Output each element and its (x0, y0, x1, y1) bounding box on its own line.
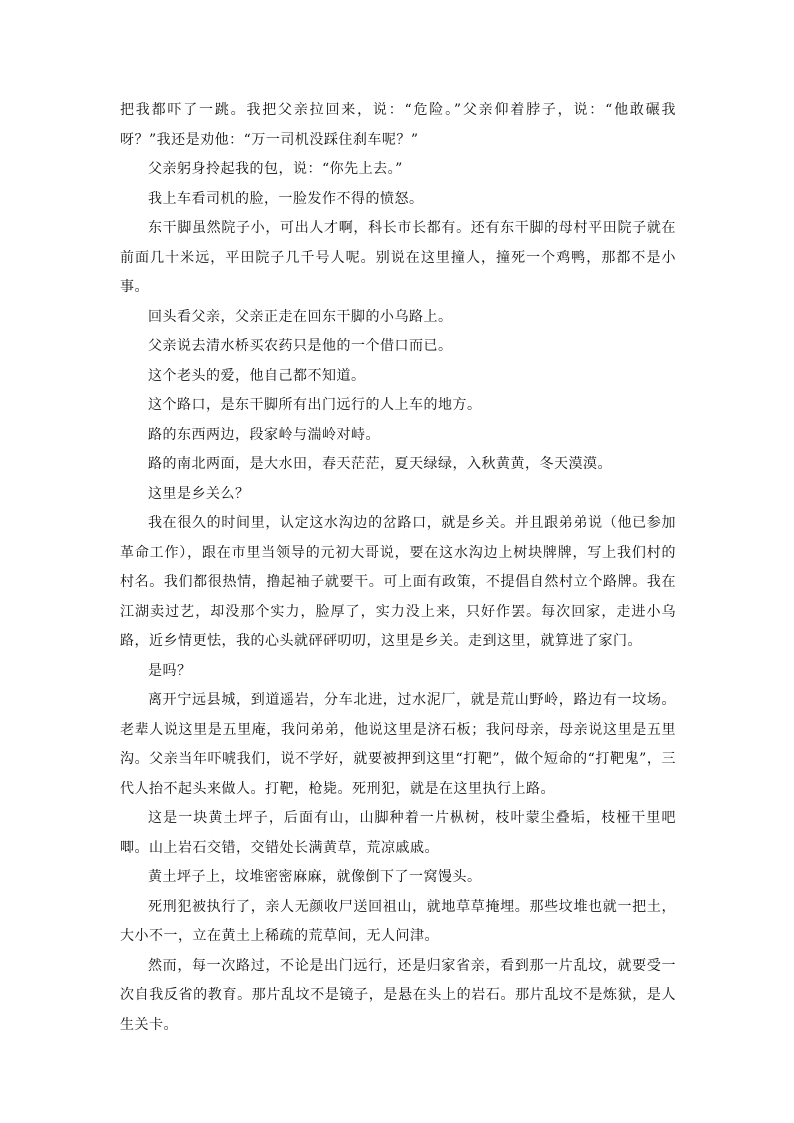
paragraph: 父亲躬身拎起我的包，说：“你先上去。” (148, 161, 403, 177)
article-body (120, 96, 676, 1040)
paragraph: 黄土坪子上，坟堆密密麻麻，就像倒下了一窝馒头。 (148, 869, 482, 885)
paragraph: 这是一块黄土坪子，后面有山，山脚种着一片枞树，枝叶蒙尘叠垢，枝桠干里吧唧。山上岩石交错，交错处长满黄草，荒凉戚戚。 (120, 810, 676, 856)
paragraph: 这个老头的爱，他自己都不知道。 (148, 367, 366, 384)
paragraph: 我在很久的时间里，认定这水沟边的岔路口，就是乡关。并且跟弟弟说（他已参加革命工作），跟在市里当领导的元初大哥说，要在这水沟边上树块牌牌，写上我们村的村名。我们都很热情，撸起袖子就要干。可上面有政策，不提倡自然村立个路牌。我在江湖卖过艺，却没那个实力，脸厚了，实力没上来，只好作罢。每次回家，走进小乌路，近乡情更怯，我的心头就砰砰叨叨，这里是乡关。走到这里，就算进了家门。 (120, 515, 676, 649)
paragraph: 这个路口，是东干脚所有出门远行的人上车的地方。 (148, 397, 482, 413)
paragraph: 回头看父亲，父亲正走在回东干脚的小乌路上。 (148, 308, 453, 325)
paragraph: 路的南北两面，是大水田，春天茫茫，夏天绿绿，入秋黄黄，冬天漠漠。 (148, 456, 612, 472)
paragraph: 路的东西两边，段家岭与湍岭对峙。 (148, 426, 380, 443)
paragraph: 这里是乡关么？ (148, 485, 250, 502)
paragraph: 我上车看司机的脸，一脸发作不得的愤怒。 (148, 190, 424, 207)
paragraph: 然而，每一次路过，不论是出门远行，还是归家省亲，看到那一片乱坟，就要受一次自我反省的教育。那片乱坟不是镜子，是悬在头上的岩石。那片乱坟不是炼狱，是人生关卡。 (120, 957, 676, 1033)
paragraph: 父亲说去清水桥买农药只是他的一个借口而已。 (148, 338, 453, 354)
paragraph: 东干脚虽然院子小，可出人才啊，科长市长都有。还有东干脚的母村平田院子就在前面几十米远，平田院子几千号人呢。别说在这里撞人，撞死一个鸡鸭，那都不是小事。 (120, 220, 676, 295)
paragraph: 是吗？ (148, 662, 192, 679)
paragraph: 把我都吓了一跳。我把父亲拉回来，说：“危险。”父亲仰着脖子，说：“他敢碾我呀？”我还是劝他：“万一司机没踩住刹车呢？” (120, 102, 676, 148)
paragraph: 死刑犯被执行了，亲人无颜收尸送回祖山，就地草草掩埋。那些坟堆也就一把土，大小不一，立在黄土上稀疏的荒草间，无人问津。 (120, 898, 676, 944)
paragraph: 离开宁远县城，到道遥岩，分车北进，过水泥厂，就是荒山野岭，路边有一坟场。老辈人说这里是五里庵，我问弟弟，他说这里是济石板；我问母亲，母亲说这里是五里沟。父亲当年吓唬我们，说不学好，就要被押到这里“打靶”，做个短命的“打靶鬼”，三代人抬不起头来做人。打靶，枪毙。死刑犯，就是在这里执行上路。 (120, 692, 676, 797)
